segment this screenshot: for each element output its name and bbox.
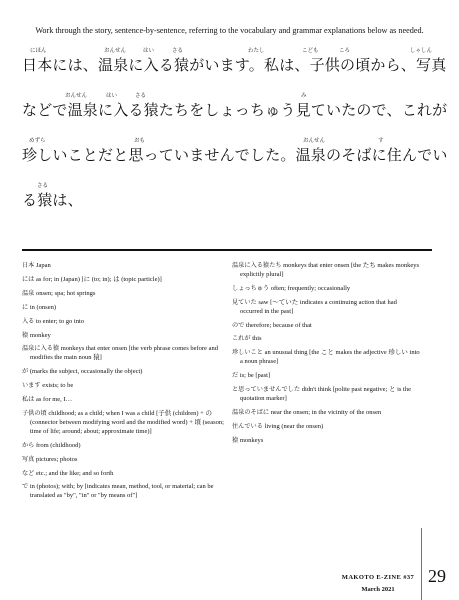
vocab-definition: saw [〜ていた indicates a continuing action that had occurred in the past] xyxy=(240,298,397,315)
furigana-reading: ころ xyxy=(339,48,351,54)
vocab-definition: didn't think [polite past negative; と is the quotation marker] xyxy=(240,386,411,402)
furigana-reading: さる xyxy=(37,183,49,189)
vocab-term: 住んでいる xyxy=(232,422,263,430)
vocab-entry xyxy=(22,368,224,377)
vocab-definition: (marks the subject, occasionally the object) xyxy=(29,368,143,376)
furigana-reading: おも xyxy=(134,138,146,144)
vocab-definition: in (onsen) xyxy=(29,303,56,311)
vocab-definition: childhood; as a child; when I was a child [子供 (children) + の (connector between modifying word and the modified word) + 頃 (season; time of life; around; about; approximate time)] xyxy=(30,409,224,435)
page-number: 29 xyxy=(428,566,446,586)
vocab-term: 子供の頃 xyxy=(22,409,47,417)
vocab-term: 猿 xyxy=(232,436,239,444)
furigana-reading: こども xyxy=(302,48,319,54)
story-line xyxy=(22,46,447,86)
vocab-term: で xyxy=(22,483,29,491)
furigana-reading: にほん xyxy=(30,48,47,54)
vocab-entry xyxy=(232,437,420,446)
vocab-entry xyxy=(22,304,224,313)
vocab-entry xyxy=(232,299,420,317)
vocab-definition: is; be [past] xyxy=(239,372,271,380)
vocab-term: 入る xyxy=(22,317,35,325)
vocab-definition: monkeys that enter onsen [the verb phrase comes before and modifies the main noun 猿] xyxy=(30,345,218,362)
vocab-entry xyxy=(22,396,224,405)
furigana-reading: おんせん xyxy=(303,138,326,144)
vocab-term: 日本 xyxy=(22,262,35,269)
vocab-definition: pictures; photos xyxy=(36,455,78,463)
vocab-term: 見ていた xyxy=(232,298,257,306)
vocab-entry xyxy=(232,262,420,280)
furigana-reading: さる xyxy=(172,48,184,54)
vocab-entry xyxy=(22,410,224,437)
vocab-column-right xyxy=(232,262,420,451)
vocab-entry xyxy=(22,470,224,479)
vocab-term: 温泉に入る猿 xyxy=(22,345,60,353)
vocab-entry xyxy=(232,372,420,381)
vocab-term: 私は xyxy=(22,396,35,404)
vocab-column-left xyxy=(22,262,224,506)
vocab-term: から xyxy=(22,441,35,449)
story-line xyxy=(22,136,448,176)
vocab-definition: often; frequently; occasionally xyxy=(270,284,351,292)
vocab-entry xyxy=(22,483,224,501)
vocab-term: 写真 xyxy=(22,455,35,463)
vocab-term: これが xyxy=(232,335,251,343)
vocab-definition: an unusual thing [the こと makes the adjective 珍しい into a noun phrase] xyxy=(240,349,420,366)
vocab-definition: monkey xyxy=(29,331,51,339)
vocab-definition: monkeys xyxy=(239,436,264,444)
vocab-entry xyxy=(22,456,224,465)
vocab-definition: monkeys that enter onsen [the たち makes monkeys explicitly plural] xyxy=(240,262,420,278)
vocab-definition: onsen; spa; hot springs xyxy=(36,289,96,297)
vocab-entry xyxy=(232,335,420,344)
vocab-term: 猿 xyxy=(22,331,29,339)
story-sentence-text: などで温泉に入る猿たちをしょっちゅう見ていたので、これが xyxy=(22,101,448,119)
furigana-reading: しゃしん xyxy=(410,48,433,54)
vocab-term: ので xyxy=(232,321,245,329)
footer-accent-line xyxy=(421,528,422,600)
vocab-term: など xyxy=(22,469,35,477)
furigana-reading: おんせん xyxy=(65,93,88,99)
vocab-definition: in (photos); with; by [indicates mean, method, tool, or material; can be translated as "by", "in" or "by means of"] xyxy=(29,483,214,500)
vocab-term: 温泉のそばに xyxy=(232,408,270,416)
vocab-definition: living (near the onsen) xyxy=(264,422,324,430)
vocab-entry xyxy=(232,423,420,432)
story-sentence-text: 日本には、温泉に入る猿がいます。私は、子供の頃から、写真 xyxy=(22,56,447,74)
vocab-definition: exists; to be xyxy=(42,382,74,390)
vocab-entry xyxy=(22,442,224,451)
furigana-reading: み xyxy=(301,93,307,99)
vocab-entry xyxy=(232,386,420,404)
section-divider xyxy=(22,249,432,251)
vocab-term: に xyxy=(22,303,29,311)
vocab-entry xyxy=(22,290,224,299)
vocab-term: だ xyxy=(232,372,239,380)
furigana-reading: はい xyxy=(143,48,155,54)
vocab-definition: to enter; to go into xyxy=(36,317,85,325)
issue-date: March 2021 xyxy=(361,586,395,593)
zine-title: MAKOTO E-ZINE #37 xyxy=(341,574,415,581)
instructions-text: Work through the story, sentence-by-sentence, referring to the vocabulary and grammar explanations below as needed. xyxy=(35,26,424,35)
furigana-reading: わたし xyxy=(248,48,265,54)
furigana-reading: さる xyxy=(135,93,147,99)
vocab-term: 温泉に入る猿たち xyxy=(232,262,282,269)
story-sentence-text: 珍しいことだと思っていませんでした。温泉のそばに住んでい xyxy=(22,146,448,164)
vocab-definition: from (childhood) xyxy=(36,441,81,449)
story-line xyxy=(22,91,448,131)
vocab-entry xyxy=(232,409,420,418)
vocab-definition: as for me, I… xyxy=(36,396,73,404)
vocab-entry xyxy=(22,318,224,327)
vocab-entry xyxy=(232,322,420,331)
furigana-reading: はい xyxy=(106,93,118,99)
furigana-reading: す xyxy=(378,138,384,144)
vocab-definition: etc.; and the like; and so forth xyxy=(36,469,114,477)
vocab-entry xyxy=(22,382,224,391)
vocab-entry xyxy=(22,345,224,363)
vocab-term: が xyxy=(22,368,29,376)
vocab-entry xyxy=(22,276,224,285)
furigana-reading: おんせん xyxy=(104,48,127,54)
vocab-entry xyxy=(22,262,224,271)
vocab-definition: near the onsen; in the vicinity of the onsen xyxy=(270,408,382,416)
story-line xyxy=(22,181,442,221)
vocab-entry xyxy=(22,332,224,341)
vocab-term: と思っていませんでした xyxy=(232,386,301,394)
vocab-term: 珍しいこと xyxy=(232,349,263,357)
vocab-entry xyxy=(232,285,420,294)
furigana-reading: めずら xyxy=(29,138,46,144)
vocab-definition: Japan xyxy=(36,262,51,269)
vocab-term: しょっちゅう xyxy=(232,284,270,292)
vocab-term: 温泉 xyxy=(22,289,35,297)
vocab-entry xyxy=(232,349,420,367)
vocab-definition: therefore; because of that xyxy=(246,321,312,329)
vocab-term: います xyxy=(22,382,41,390)
story-sentence-text: る猿は、 xyxy=(22,191,83,209)
vocab-definition: this xyxy=(252,335,262,343)
vocab-term: には xyxy=(22,275,35,283)
vocab-definition: as for; in (Japan) [に (to; in); は (topic particle)] xyxy=(36,275,162,283)
